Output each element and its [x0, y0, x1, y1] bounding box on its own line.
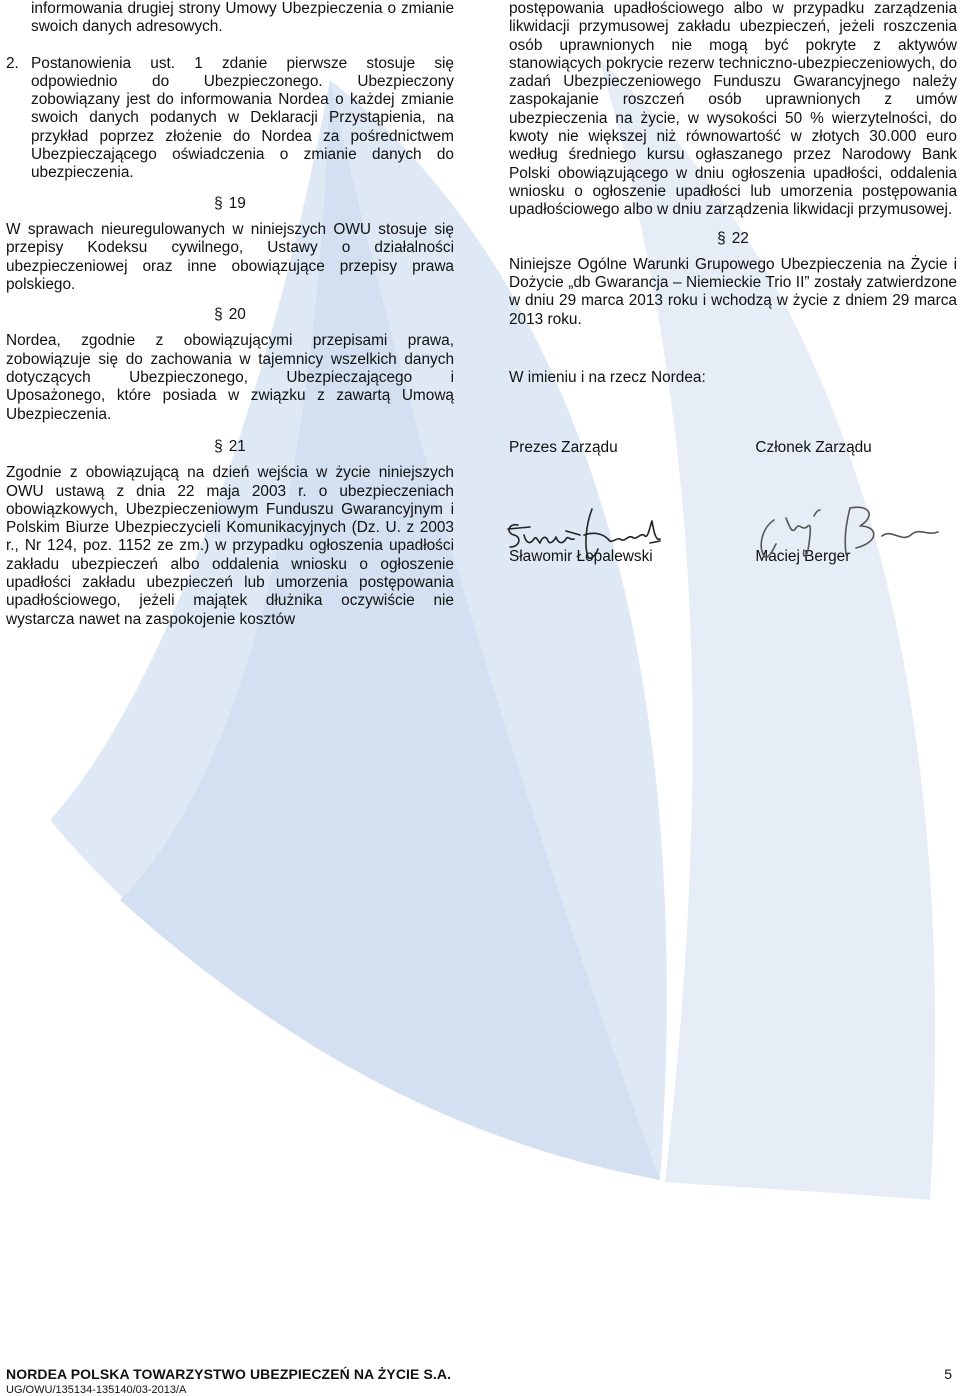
signatory-2-role: Członek Zarządu [755, 439, 872, 457]
section-mark: § [717, 229, 726, 247]
item-2-text: Postanowienia ust. 1 zdanie pierwsze stosuje się odpowiednio do Ubezpieczonego. Ubezpieczony zobowiązany jest do informowania Nordea o każdej zmianie swoich danych podanych w Deklaracji Przystąpienia, na przykład poprzez złożenie do Nordea za pośrednictwem Ubezpieczającego oświadczenia o zmianie danych do ubezpieczenia. [31, 54, 454, 182]
footer-company-name: NORDEA POLSKA TOWARZYSTWO UBEZPIECZEŃ NA ŻYCIE S.A. [6, 1366, 452, 1382]
section-mark: § [214, 306, 223, 324]
on-behalf-line: W imieniu i na rzecz Nordea: [509, 369, 706, 387]
section-22-text: Niniejsze Ogólne Warunki Grupowego Ubezpieczenia na Życie i Dożycie „db Gwarancja – Niemieckie Trio II” zostały zatwierdzone w dniu 29 marca 2013 roku i wchodzą w życie z dniem 29 marca 2013 roku. [509, 255, 957, 328]
section-mark: § [214, 194, 223, 212]
section-20-text: Nordea, zgodnie z obowiązującymi przepisami prawa, zobowiązuje się do zachowania w tajemnicy wszelkich danych dotyczących Ubezpieczonego, Ubezpieczającego i Uposażonego, które posiada w związku z zawartą Umową Ubezpieczenia. [6, 332, 454, 423]
section-21-text: Zgodnie z obowiązującą na dzień wejścia w życie niniejszych OWU ustawą z dnia 22 maja 2003 r. o ubezpieczeniach obowiązkowych, Ubezpieczeniowym Funduszu Gwarancyjnym i Polskim Biurze Ubezpieczycieli Komunikacyjnych (Dz. U. z 2003 r., Nr 124, poz. 1152 ze zm.) w przypadku ogłoszenia upadłości zakładu ubezpieczeń albo oddalenia wniosku o ogłoszenie upadłości zakładu ubezpieczeń lub umorzenia postępowania upadłościowego, jeżeli majątek dłużnika oczywiście nie wystarcza nawet na zaspokojenie kosztów [6, 464, 454, 628]
signatory-1-name: Sławomir Łopalewski [509, 547, 653, 565]
signatory-1-role: Prezes Zarządu [509, 439, 618, 457]
section-20-heading [6, 306, 454, 324]
section-number: 19 [228, 194, 246, 212]
section-19-text: W sprawach nieuregulowanych w niniejszych OWU stosuje się przepisy Kodeksu cywilnego, Ustawy o działalności ubezpieczeniowej oraz inne obowiązujące przepisy prawa polskiego. [6, 220, 454, 293]
section-number: 20 [228, 306, 246, 324]
item-2-label: 2. [6, 54, 19, 72]
right-column [509, 0, 957, 566]
signatory-roles [509, 439, 957, 457]
document-code: UG/OWU/135134-135140/03-2013/A [6, 1384, 187, 1396]
intro-paragraph: informowania drugiej strony Umowy Ubezpieczenia o zmianie swoich danych adresowych. [31, 0, 454, 36]
section-mark: § [214, 437, 223, 455]
section-number: 21 [228, 437, 246, 455]
section-21-heading [6, 438, 454, 456]
section-19-heading [6, 195, 454, 213]
section-number: 22 [731, 229, 749, 247]
continuation-paragraph: postępowania upadłościowego albo w przypadku zarządzenia likwidacji przymusowej zakładu ubezpieczeń, jeżeli roszczenia osób uprawnionych nie mogą być pokryte z aktywów stanowiących pokrycie rezerw techniczno-ubezpieczeniowych, do zadań Ubezpieczeniowego Funduszu Gwarancyjnego należy zaspokajanie roszczeń osób uprawnionych z umów ubezpieczenia na życie, w wysokości 50 % wierzytelności, do kwoty nie większej niż równowartość w złotych 30.000 euro według średniego kursu ogłaszanego przez Narodowy Bank Polski obowiązującego w dniu ogłoszenia upadłości, oddalenia wniosku o ogłoszenie upadłości lub umorzenia postępowania upadłościowego albo w dniu zarządzenia likwidacji przymusowej. [509, 0, 957, 219]
signature-2-image [752, 498, 942, 566]
left-column [6, 0, 454, 629]
page-number: 5 [944, 1366, 952, 1382]
item-2-paragraph [6, 55, 454, 183]
signatory-2-name: Maciej Berger [755, 547, 851, 565]
section-22-heading [509, 230, 957, 248]
signature-1-image [500, 505, 670, 565]
